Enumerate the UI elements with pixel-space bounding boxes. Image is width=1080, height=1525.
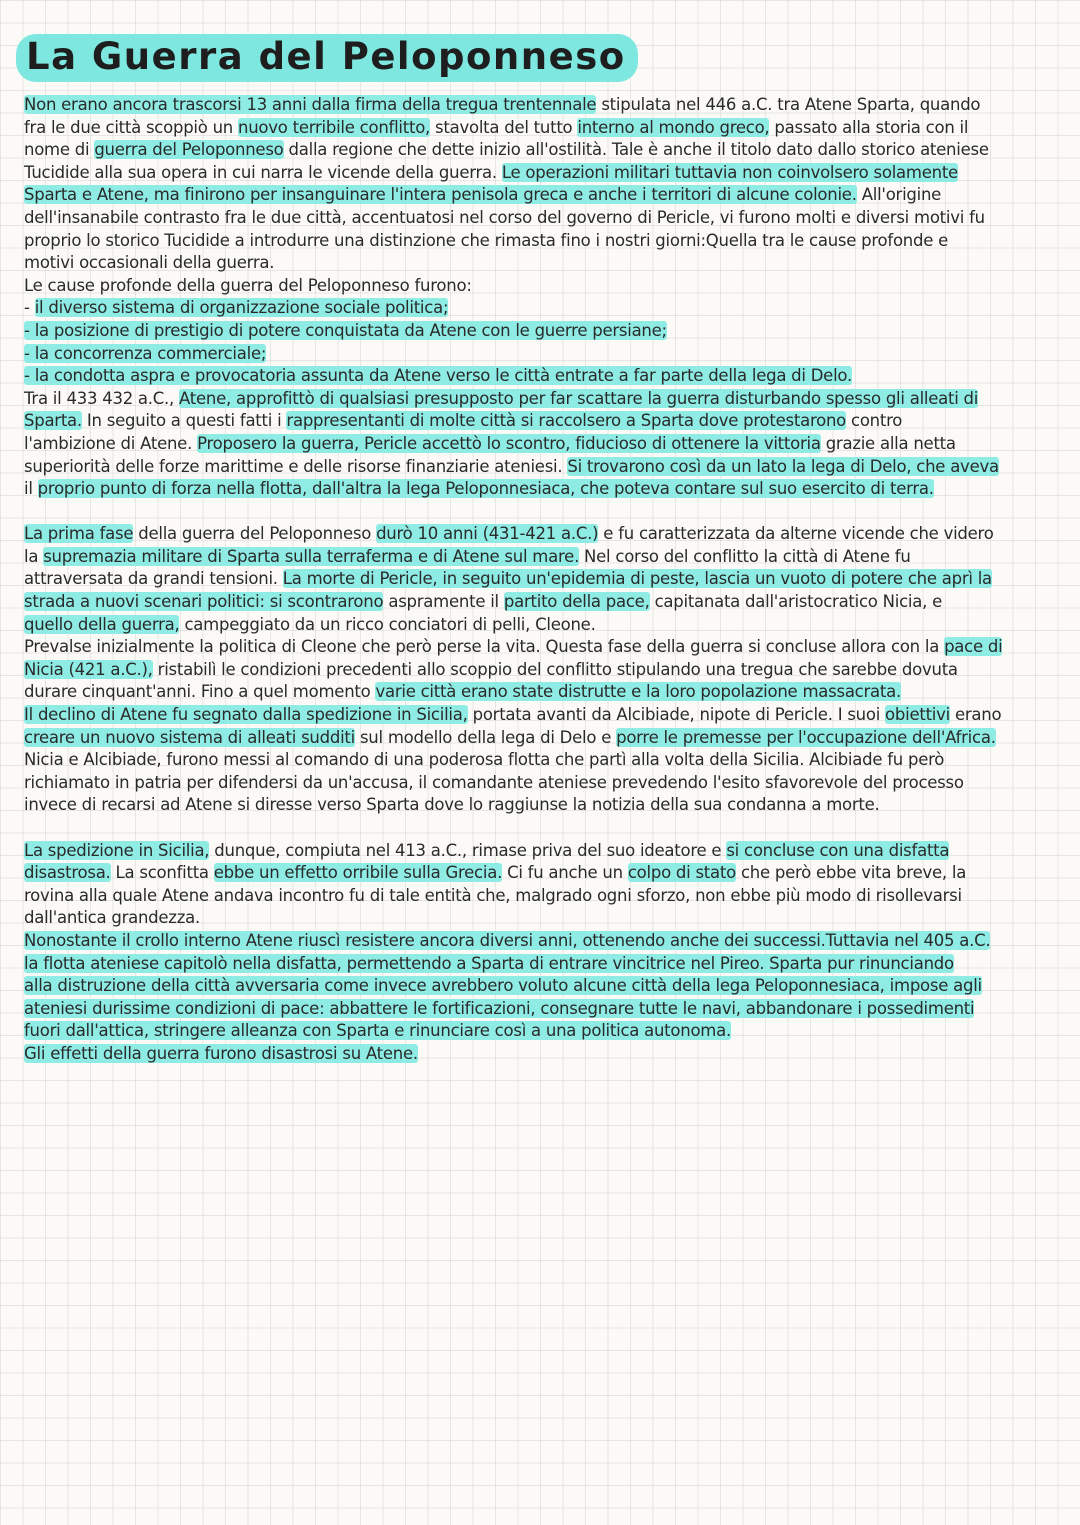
text-line: [24, 659, 1044, 682]
text-line: [24, 162, 1044, 185]
text-line: [24, 1020, 1044, 1043]
highlighted-text: interno al mondo greco,: [577, 117, 770, 137]
highlighted-text: creare un nuovo sistema di alleati sudditi: [24, 727, 355, 747]
text-segment: capitanata dall'aristocratico Nicia, e: [649, 592, 942, 612]
text-line: [24, 230, 1044, 253]
highlighted-text: Sparta.: [24, 411, 82, 431]
text-line: [24, 953, 1044, 976]
text-segment: sul modello della lega di Delo e: [354, 727, 617, 747]
text-segment: Tucidide alla sua opera in cui narra le vicende della guerra.: [24, 162, 502, 182]
text-segment: passato alla storia con il: [769, 117, 969, 137]
text-segment: contro: [846, 411, 903, 431]
highlighted-text: durò 10 anni (431-421 a.C.): [376, 524, 599, 544]
text-segment: la: [24, 546, 44, 566]
text-line: [24, 365, 1044, 388]
highlighted-text: il diverso sistema di organizzazione sociale politica;: [34, 298, 449, 318]
highlighted-text: La morte di Pericle, in seguito un'epidemia di peste, lascia un vuoto di potere che aprì la: [282, 569, 992, 589]
highlighted-text: si concluse con una disfatta: [726, 840, 950, 860]
highlighted-text: Nonostante il crollo interno Atene riuscì resistere ancora diversi anni, ottenendo anche dei successi.Tuttavia nel 405 a.C.: [24, 930, 991, 950]
text-segment: richiamato in patria per difendersi da un'accusa, il comandante ateniese prevedendo l'esito sfavorevole del processo: [24, 772, 964, 792]
highlighted-text: Si trovarono così da un lato la lega di Delo, che aveva: [567, 456, 999, 476]
text-segment: durare cinquant'anni. Fino a quel momento: [24, 682, 376, 702]
text-line: [24, 862, 1044, 885]
highlighted-text: Gli effetti della guerra furono disastrosi su Atene.: [24, 1043, 418, 1063]
text-line: [24, 275, 1044, 298]
text-line: [24, 252, 1044, 275]
text-segment: aspramente il: [383, 592, 504, 612]
text-segment: -: [24, 298, 35, 318]
text-line: [24, 1043, 1044, 1066]
paragraph: [24, 523, 1044, 817]
text-line: [24, 614, 1044, 637]
paragraph: [24, 94, 1044, 501]
text-segment: stavolta del tutto: [430, 117, 578, 137]
text-segment: fra le due città scoppiò un: [24, 117, 239, 137]
text-line: [24, 772, 1044, 795]
text-line: [24, 184, 1044, 207]
highlighted-text: Atene, approfittò di qualsiasi presupposto per far scattare la guerra disturbando spesso gli alleati di: [179, 388, 979, 408]
text-segment: l'ambizione di Atene.: [24, 433, 198, 453]
text-segment: erano: [949, 705, 1002, 725]
text-line: [24, 117, 1044, 140]
highlighted-text: ateniesi durissime condizioni di pace: abbattere le fortificazioni, consegnare tutte le navi, abbandonare i possedimenti: [24, 998, 975, 1018]
text-segment: Tra il 433 432 a.C.,: [24, 388, 180, 408]
highlighted-text: strada a nuovi scenari politici: si scontrarono: [24, 592, 384, 612]
page-title: La Guerra del Peloponneso: [16, 34, 638, 82]
highlighted-text: supremazia militare di Sparta sulla terraferma e di Atene sul mare.: [43, 546, 580, 566]
text-segment: dall'antica grandezza.: [24, 908, 200, 928]
highlighted-text: disastrosa.: [24, 863, 111, 883]
text-segment: rovina alla quale Atene andava incontro fu di tale entità che, malgrado ogni sforzo, non ebbe più modo di risollevarsi: [24, 885, 962, 905]
text-segment: Ci fu anche un: [502, 863, 628, 883]
text-line: [24, 456, 1044, 479]
highlighted-text: ebbe un effetto orribile sulla Grecia.: [213, 863, 503, 883]
text-segment: attraversata da grandi tensioni.: [24, 569, 283, 589]
text-line: [24, 704, 1044, 727]
text-segment: dunque, compiuta nel 413 a.C., rimase priva del suo ideatore e: [209, 840, 727, 860]
text-line: [24, 794, 1044, 817]
highlighted-text: quello della guerra,: [24, 614, 180, 634]
text-segment: ristabilì le condizioni precedenti allo scoppio del conflitto stipulando una tregua che sarebbe dovuta: [152, 659, 958, 679]
text-segment: grazie alla netta: [820, 433, 956, 453]
highlighted-text: La prima fase: [24, 524, 134, 544]
text-segment: il: [24, 479, 38, 499]
text-segment: dalla regione che dette inizio all'ostilità. Tale è anche il titolo dato dallo storico ateniese: [283, 140, 989, 160]
text-segment: superiorità delle forze marittime e delle risorse finanziarie ateniesi.: [24, 456, 568, 476]
text-line: [24, 388, 1044, 411]
text-line: [24, 591, 1044, 614]
text-line: [24, 433, 1044, 456]
highlighted-text: partito della pace,: [503, 592, 650, 612]
text-line: [24, 478, 1044, 501]
text-line: [24, 749, 1044, 772]
text-segment: La sconfitta: [110, 863, 214, 883]
title-wrap: [16, 34, 638, 82]
text-line: [24, 885, 1044, 908]
text-segment: Prevalse inizialmente la politica di Cleone che però perse la vita. Questa fase della guerra si concluse allora con la: [24, 637, 945, 657]
text-line: [24, 636, 1044, 659]
highlighted-text: colpo di stato: [627, 863, 736, 883]
highlighted-text: Le operazioni militari tuttavia non coinvolsero solamente: [501, 162, 958, 182]
text-line: [24, 546, 1044, 569]
text-line: [24, 94, 1044, 117]
document-body: [24, 94, 1044, 1066]
highlighted-text: Sparta e Atene, ma finirono per insanguinare l'intera penisola greca e anche i territori di alcune colonie.: [24, 185, 857, 205]
highlighted-text: - la posizione di prestigio di potere conquistata da Atene con le guerre persiane;: [24, 320, 667, 340]
text-segment: Nel corso del conflitto la città di Atene fu: [579, 546, 911, 566]
text-line: [24, 727, 1044, 750]
text-segment: invece di recarsi ad Atene si diresse verso Sparta dove lo raggiunse la notizia della sua condanna a morte.: [24, 795, 880, 815]
text-line: [24, 139, 1044, 162]
text-segment: Nicia e Alcibiade, furono messi al comando di una poderosa flotta che partì alla volta della Sicilia. Alcibiade fu però: [24, 750, 945, 770]
highlighted-text: Il declino di Atene fu segnato dalla spedizione in Sicilia,: [24, 705, 468, 725]
paragraph-gap: [24, 501, 1044, 524]
text-segment: e fu caratterizzata da alterne vicende che videro: [598, 524, 994, 544]
text-segment: che però ebbe vita breve, la: [735, 863, 967, 883]
highlighted-text: proprio punto di forza nella flotta, dall'altra la lega Peloponnesiaca, che poteva contare sul suo esercito di terra.: [37, 479, 934, 499]
text-line: [24, 207, 1044, 230]
text-line: [24, 907, 1044, 930]
highlighted-text: varie città erano state distrutte e la loro popolazione massacrata.: [375, 682, 901, 702]
highlighted-text: rappresentanti di molte città si raccolsero a Sparta dove protestarono: [286, 411, 847, 431]
highlighted-text: obiettivi: [885, 705, 950, 725]
text-line: [24, 343, 1044, 366]
text-line: [24, 523, 1044, 546]
text-segment: Le cause profonde della guerra del Peloponneso furono:: [24, 275, 472, 295]
text-line: [24, 568, 1044, 591]
text-segment: campeggiato da un ricco conciatori di pelli, Cleone.: [179, 614, 596, 634]
text-line: [24, 410, 1044, 433]
text-segment: portata avanti da Alcibiade, nipote di Pericle. I suoi: [467, 705, 886, 725]
highlighted-text: La spedizione in Sicilia,: [24, 840, 210, 860]
text-segment: motivi occasionali della guerra.: [24, 253, 275, 273]
highlighted-text: pace di: [944, 637, 1003, 657]
text-segment: nome di: [24, 140, 95, 160]
text-segment: della guerra del Peloponneso: [133, 524, 377, 544]
highlighted-text: Non erano ancora trascorsi 13 anni dalla firma della tregua trentennale: [24, 95, 597, 114]
highlighted-text: alla distruzione della città avversaria come invece avrebbero voluto alcune città della lega Peloponnesiaca, impose agli: [24, 976, 982, 996]
text-line: [24, 975, 1044, 998]
text-segment: dell'insanabile contrasto fra le due città, accentuatosi nel corso del governo di Pericle, vi furono molti e diversi motivi fu: [24, 207, 985, 227]
paragraph: [24, 840, 1044, 1066]
highlighted-text: - la concorrenza commerciale;: [24, 343, 267, 363]
highlighted-text: fuori dall'attica, stringere alleanza con Sparta e rinunciare così a una politica autonoma.: [24, 1021, 731, 1041]
text-line: [24, 320, 1044, 343]
text-segment: In seguito a questi fatti i: [81, 411, 287, 431]
text-line: [24, 297, 1044, 320]
text-segment: proprio lo storico Tucidide a introdurre una distinzione che rimasta fino i nostri giorni:Quella tra le cause profonde e: [24, 230, 949, 250]
text-line: [24, 998, 1044, 1021]
text-segment: stipulata nel 446 a.C. tra Atene Sparta, quando: [596, 95, 981, 114]
highlighted-text: nuovo terribile conflitto,: [238, 117, 431, 137]
highlighted-text: la flotta ateniese capitolò nella disfatta, permettendo a Sparta di entrare vincitrice nel Pireo. Sparta pur rinunciando: [24, 953, 954, 973]
highlighted-text: - la condotta aspra e provocatoria assunta da Atene verso le città entrate a far parte della lega di Delo.: [24, 366, 852, 386]
highlighted-text: Proposero la guerra, Pericle accettò lo scontro, fiducioso di ottenere la vittoria: [197, 433, 821, 453]
paragraph-gap: [24, 817, 1044, 840]
text-segment: All'origine: [856, 185, 942, 205]
text-line: [24, 840, 1044, 863]
highlighted-text: porre le premesse per l'occupazione dell'Africa.: [616, 727, 996, 747]
highlighted-text: Nicia (421 a.C.),: [24, 659, 153, 679]
text-line: [24, 930, 1044, 953]
text-line: [24, 681, 1044, 704]
highlighted-text: guerra del Peloponneso: [94, 140, 284, 160]
